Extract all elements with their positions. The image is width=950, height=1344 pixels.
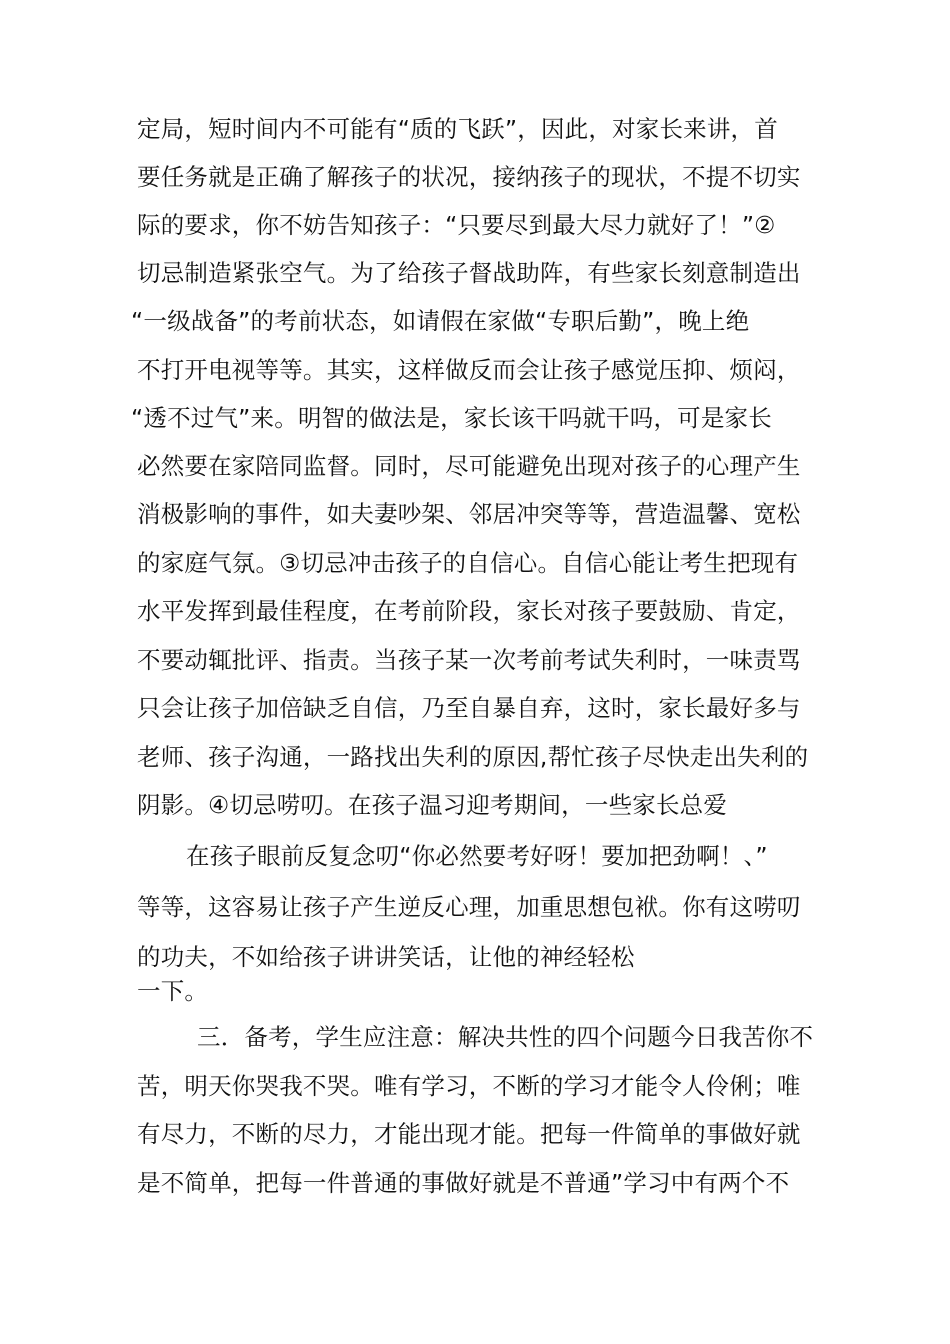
text-line: 老师、孩子沟通，一路找出失利的原因,帮忙孩子尽快走出失利的 xyxy=(137,743,809,771)
text-line: 不打开电视等等。其实，这样做反而会让孩子感觉压抑、烦闷， xyxy=(137,356,801,384)
text-line: 等等，这容易让孩子产生逆反心理，加重思想包袱。你有这唠叨 xyxy=(137,893,801,921)
text-line: 一下。 xyxy=(137,977,209,1005)
text-line: 阴影。④切忌唠叨。在孩子温习迎考期间，一些家长总爱 xyxy=(137,791,728,819)
text-line: 的功夫，不如给孩子讲讲笑话，让他的神经轻松 xyxy=(137,943,635,971)
text-line: “一级战备”的考前状态，如请假在家做“专职后勤”，晚上绝 xyxy=(131,307,750,335)
text-line: 苦，明天你哭我不哭。唯有学习，不断的学习才能令人伶俐；唯 xyxy=(137,1072,801,1100)
text-line: 不要动辄批评、指责。当孩子某一次考前考试失利时，一味责骂 xyxy=(137,646,801,674)
text-line: 消极影响的事件，如夫妻吵架、邻居冲突等等，营造温馨、宽松 xyxy=(137,500,801,528)
text-line: 际的要求，你不妨告知孩子：“只要尽到最大尽力就好了！”② xyxy=(137,211,776,239)
section-heading-line: 三．备考，学生应注意：解决共性的四个问题今日我苦你不 xyxy=(197,1023,814,1051)
text-line: 在孩子眼前反复念叨“你必然要考好呀！要加把劲啊！、” xyxy=(186,842,768,870)
text-line: 只会让孩子加倍缺乏自信，乃至自暴自弃，这时，家长最好多与 xyxy=(137,694,801,722)
text-line: 的家庭气氛。③切忌冲击孩子的自信心。自信心能让考生把现有 xyxy=(137,549,799,577)
text-line: 切忌制造紧张空气。为了给孩子督战助阵，有些家长刻意制造出 xyxy=(137,259,801,287)
text-line: 定局，短时间内不可能有“质的飞跃”，因此，对家长来讲，首 xyxy=(137,115,778,143)
text-line: 有尽力，不断的尽力，才能出现才能。把每一件简单的事做好就 xyxy=(137,1120,801,1148)
text-line: 水平发挥到最佳程度，在考前阶段，家长对孩子要鼓励、肯定， xyxy=(137,597,801,625)
text-line: 要任务就是正确了解孩子的状况，接纳孩子的现状，不提不切实 xyxy=(137,163,801,191)
text-line: “透不过气”来。明智的做法是，家长该干吗就干吗，可是家长 xyxy=(131,404,772,432)
text-line: 必然要在家陪同监督。同时，尽可能避免出现对孩子的心理产生 xyxy=(137,452,801,480)
text-line: 是不简单，把每一件普通的事做好就是不普通”学习中有两个不 xyxy=(137,1169,790,1197)
